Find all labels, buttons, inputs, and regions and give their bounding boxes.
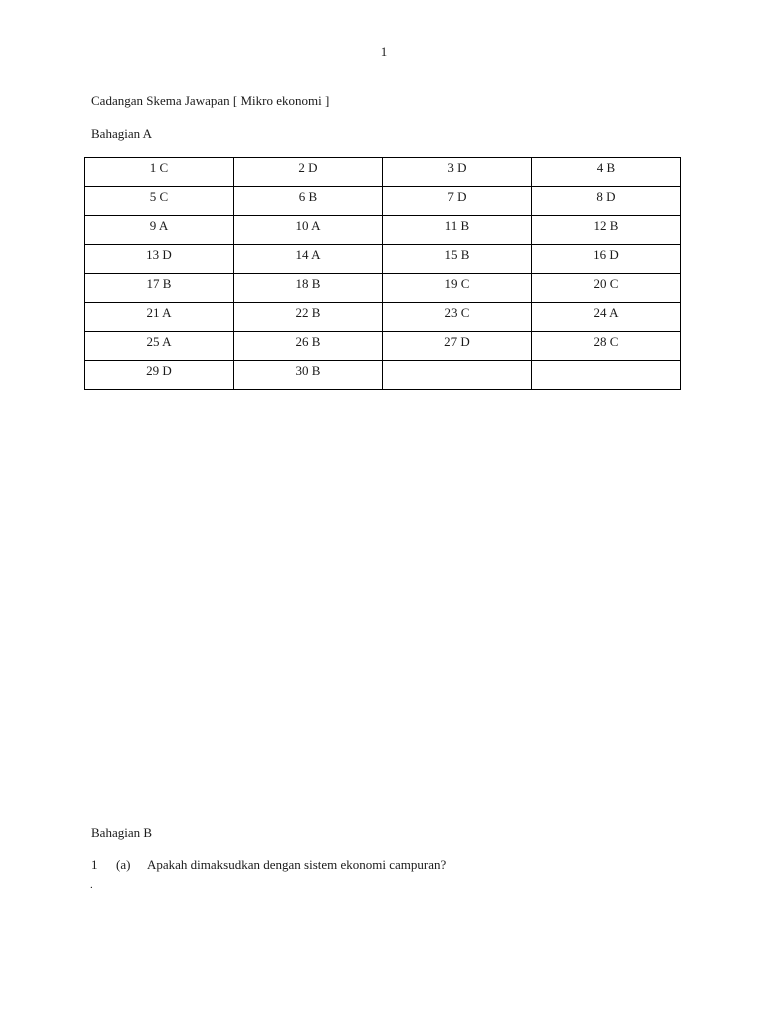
answer-cell: 25 A bbox=[85, 332, 234, 361]
table-row bbox=[85, 245, 681, 274]
answer-cell: 9 A bbox=[85, 216, 234, 245]
answer-cell: 20 C bbox=[532, 274, 681, 303]
answer-cell: 4 B bbox=[532, 158, 681, 187]
table-row bbox=[85, 158, 681, 187]
section-b-heading: Bahagian B bbox=[91, 825, 153, 840]
answer-cell: 28 C bbox=[532, 332, 681, 361]
answer-cell: 29 D bbox=[85, 361, 234, 390]
answer-cell: 17 B bbox=[85, 274, 234, 303]
answer-cell: 21 A bbox=[85, 303, 234, 332]
table-row bbox=[85, 187, 681, 216]
answer-cell: 24 A bbox=[532, 303, 681, 332]
answer-cell: 23 C bbox=[383, 303, 532, 332]
answer-cell: 6 B bbox=[234, 187, 383, 216]
answer-cell: 15 B bbox=[383, 245, 532, 274]
answer-cell: 3 D bbox=[383, 158, 532, 187]
answer-cell: 1 C bbox=[85, 158, 234, 187]
answer-cell: 22 B bbox=[234, 303, 383, 332]
table-row bbox=[85, 361, 681, 390]
answer-cell: 18 B bbox=[234, 274, 383, 303]
table-row bbox=[85, 274, 681, 303]
stray-mark: . bbox=[90, 879, 93, 891]
page-number: 1 bbox=[380, 44, 388, 59]
answer-cell: 12 B bbox=[532, 216, 681, 245]
answer-cell bbox=[532, 361, 681, 390]
answer-cell: 26 B bbox=[234, 332, 383, 361]
answer-key-body bbox=[85, 158, 681, 390]
table-row bbox=[85, 216, 681, 245]
question-part: (a) bbox=[116, 857, 131, 872]
answer-cell bbox=[383, 361, 532, 390]
answer-cell: 7 D bbox=[383, 187, 532, 216]
document-title: Cadangan Skema Jawapan [ Mikro ekonomi ] bbox=[91, 93, 330, 108]
answer-cell: 5 C bbox=[85, 187, 234, 216]
answer-cell: 14 A bbox=[234, 245, 383, 274]
section-a-heading: Bahagian A bbox=[91, 126, 153, 141]
table-row bbox=[85, 303, 681, 332]
answer-cell: 10 A bbox=[234, 216, 383, 245]
answer-cell: 30 B bbox=[234, 361, 383, 390]
answer-key-table bbox=[84, 157, 681, 390]
answer-cell: 8 D bbox=[532, 187, 681, 216]
answer-cell: 11 B bbox=[383, 216, 532, 245]
question-number: 1 bbox=[91, 857, 98, 872]
answer-cell: 16 D bbox=[532, 245, 681, 274]
answer-cell: 2 D bbox=[234, 158, 383, 187]
answer-cell: 13 D bbox=[85, 245, 234, 274]
question-text: Apakah dimaksudkan dengan sistem ekonomi campuran? bbox=[147, 857, 447, 872]
table-row bbox=[85, 332, 681, 361]
answer-cell: 19 C bbox=[383, 274, 532, 303]
answer-cell: 27 D bbox=[383, 332, 532, 361]
